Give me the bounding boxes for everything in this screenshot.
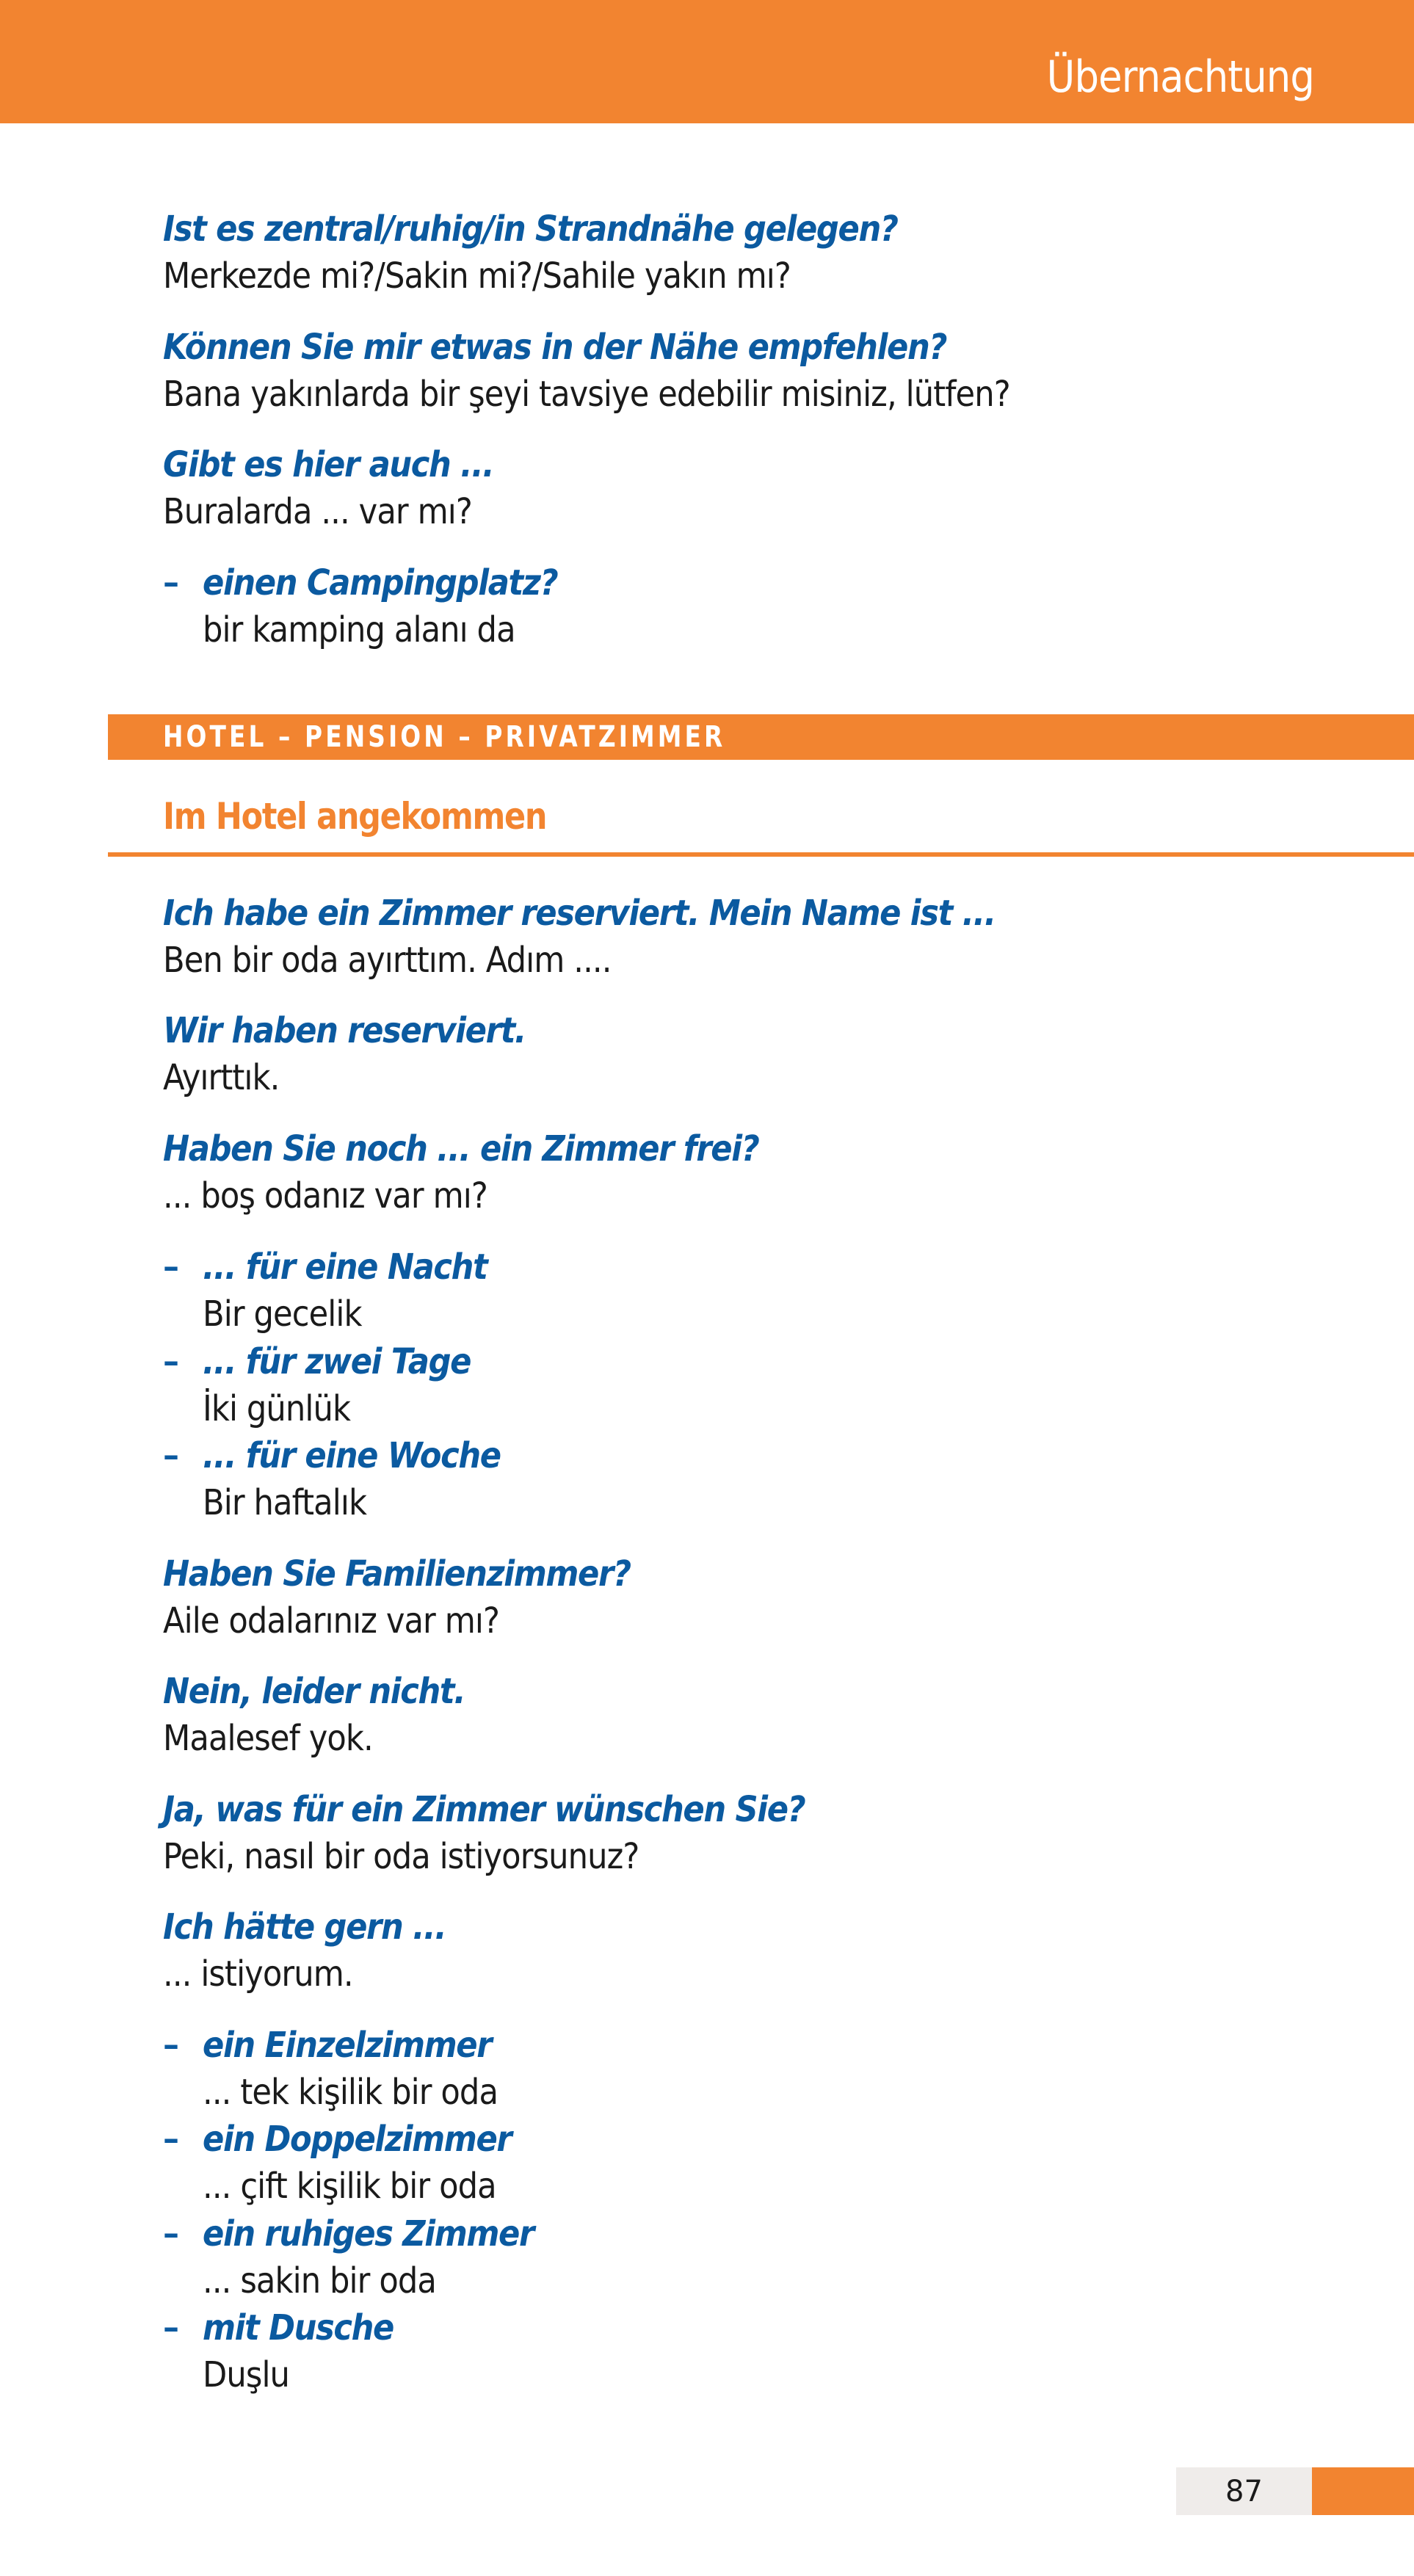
option-german: mit Dusche: [203, 2307, 394, 2348]
option-turkish: Duşlu: [203, 2354, 290, 2395]
phrase-turkish: Buralarda ... var mı?: [163, 491, 472, 532]
option-turkish: bir kamping alanı da: [203, 609, 515, 650]
chapter-title: Übernachtung: [1046, 51, 1314, 103]
list-dash: –: [163, 2026, 179, 2064]
option-turkish: ... sakin bir oda: [203, 2260, 436, 2301]
option-turkish: Bir haftalık: [203, 1482, 367, 1523]
option-german: ... für zwei Tage: [203, 1341, 471, 1382]
option-turkish: Bir gecelik: [203, 1294, 362, 1335]
list-dash: –: [163, 1248, 179, 1285]
phrase-turkish: Aile odalarınız var mı?: [163, 1600, 500, 1641]
phrase-german: Wir haben reserviert.: [163, 1010, 526, 1051]
phrase-german: Nein, leider nicht.: [163, 1671, 465, 1712]
phrase-turkish: Peki, nasıl bir oda istiyorsunuz?: [163, 1836, 639, 1877]
option-turkish: ... çift kişilik bir oda: [203, 2166, 496, 2207]
list-dash: –: [163, 564, 179, 601]
list-dash: –: [163, 1437, 179, 1474]
phrase-turkish: ... istiyorum.: [163, 1953, 353, 1995]
option-german: ein Doppelzimmer: [203, 2119, 512, 2160]
option-german: ... für eine Woche: [203, 1435, 501, 1476]
option-german: ... für eine Nacht: [203, 1247, 487, 1288]
page-accent-bar: [1312, 2467, 1414, 2515]
phrase-turkish: Ayırttık.: [163, 1057, 280, 1098]
subheading: Im Hotel angekommen: [163, 795, 547, 838]
list-dash: –: [163, 2120, 179, 2158]
option-turkish: ... tek kişilik bir oda: [203, 2072, 498, 2113]
option-german: ein ruhiges Zimmer: [203, 2213, 534, 2254]
phrase-german: Gibt es hier auch ...: [163, 444, 494, 485]
phrase-german: Ich habe ein Zimmer reserviert. Mein Name ist ...: [163, 893, 996, 934]
phrase-turkish: Merkezde mi?/Sakin mi?/Sahile yakın mı?: [163, 255, 791, 297]
phrase-german: Ja, was für ein Zimmer wünschen Sie?: [163, 1789, 805, 1830]
page-number: 87: [1225, 2474, 1263, 2508]
phrase-german: Haben Sie noch ... ein Zimmer frei?: [163, 1128, 759, 1169]
phrase-turkish: Ben bir oda ayırttım. Adım ....: [163, 940, 612, 981]
phrase-german: Ich hätte gern ...: [163, 1906, 446, 1948]
page-number-box: [1176, 2467, 1312, 2515]
phrase-turkish: Maalesef yok.: [163, 1718, 373, 1759]
subheading-divider: [108, 852, 1414, 857]
phrase-german: Ist es zentral/ruhig/in Strandnähe gelegen?: [163, 208, 898, 250]
list-dash: –: [163, 2309, 179, 2346]
option-turkish: İki günlük: [203, 1388, 351, 1429]
list-dash: –: [163, 2215, 179, 2252]
phrase-german: Haben Sie Familienzimmer?: [163, 1553, 631, 1594]
list-dash: –: [163, 1343, 179, 1380]
chapter-header-band: [0, 0, 1414, 123]
option-german: ein Einzelzimmer: [203, 2025, 492, 2066]
section-band: [108, 714, 1414, 760]
phrase-german: Können Sie mir etwas in der Nähe empfehlen?: [163, 327, 947, 368]
option-german: einen Campingplatz?: [203, 562, 558, 603]
section-label: HOTEL – PENSION – PRIVATZIMMER: [163, 720, 726, 754]
phrase-turkish: Bana yakınlarda bir şeyi tavsiye edebilir misiniz, lütfen?: [163, 374, 1010, 415]
phrase-turkish: ... boş odanız var mı?: [163, 1175, 487, 1216]
